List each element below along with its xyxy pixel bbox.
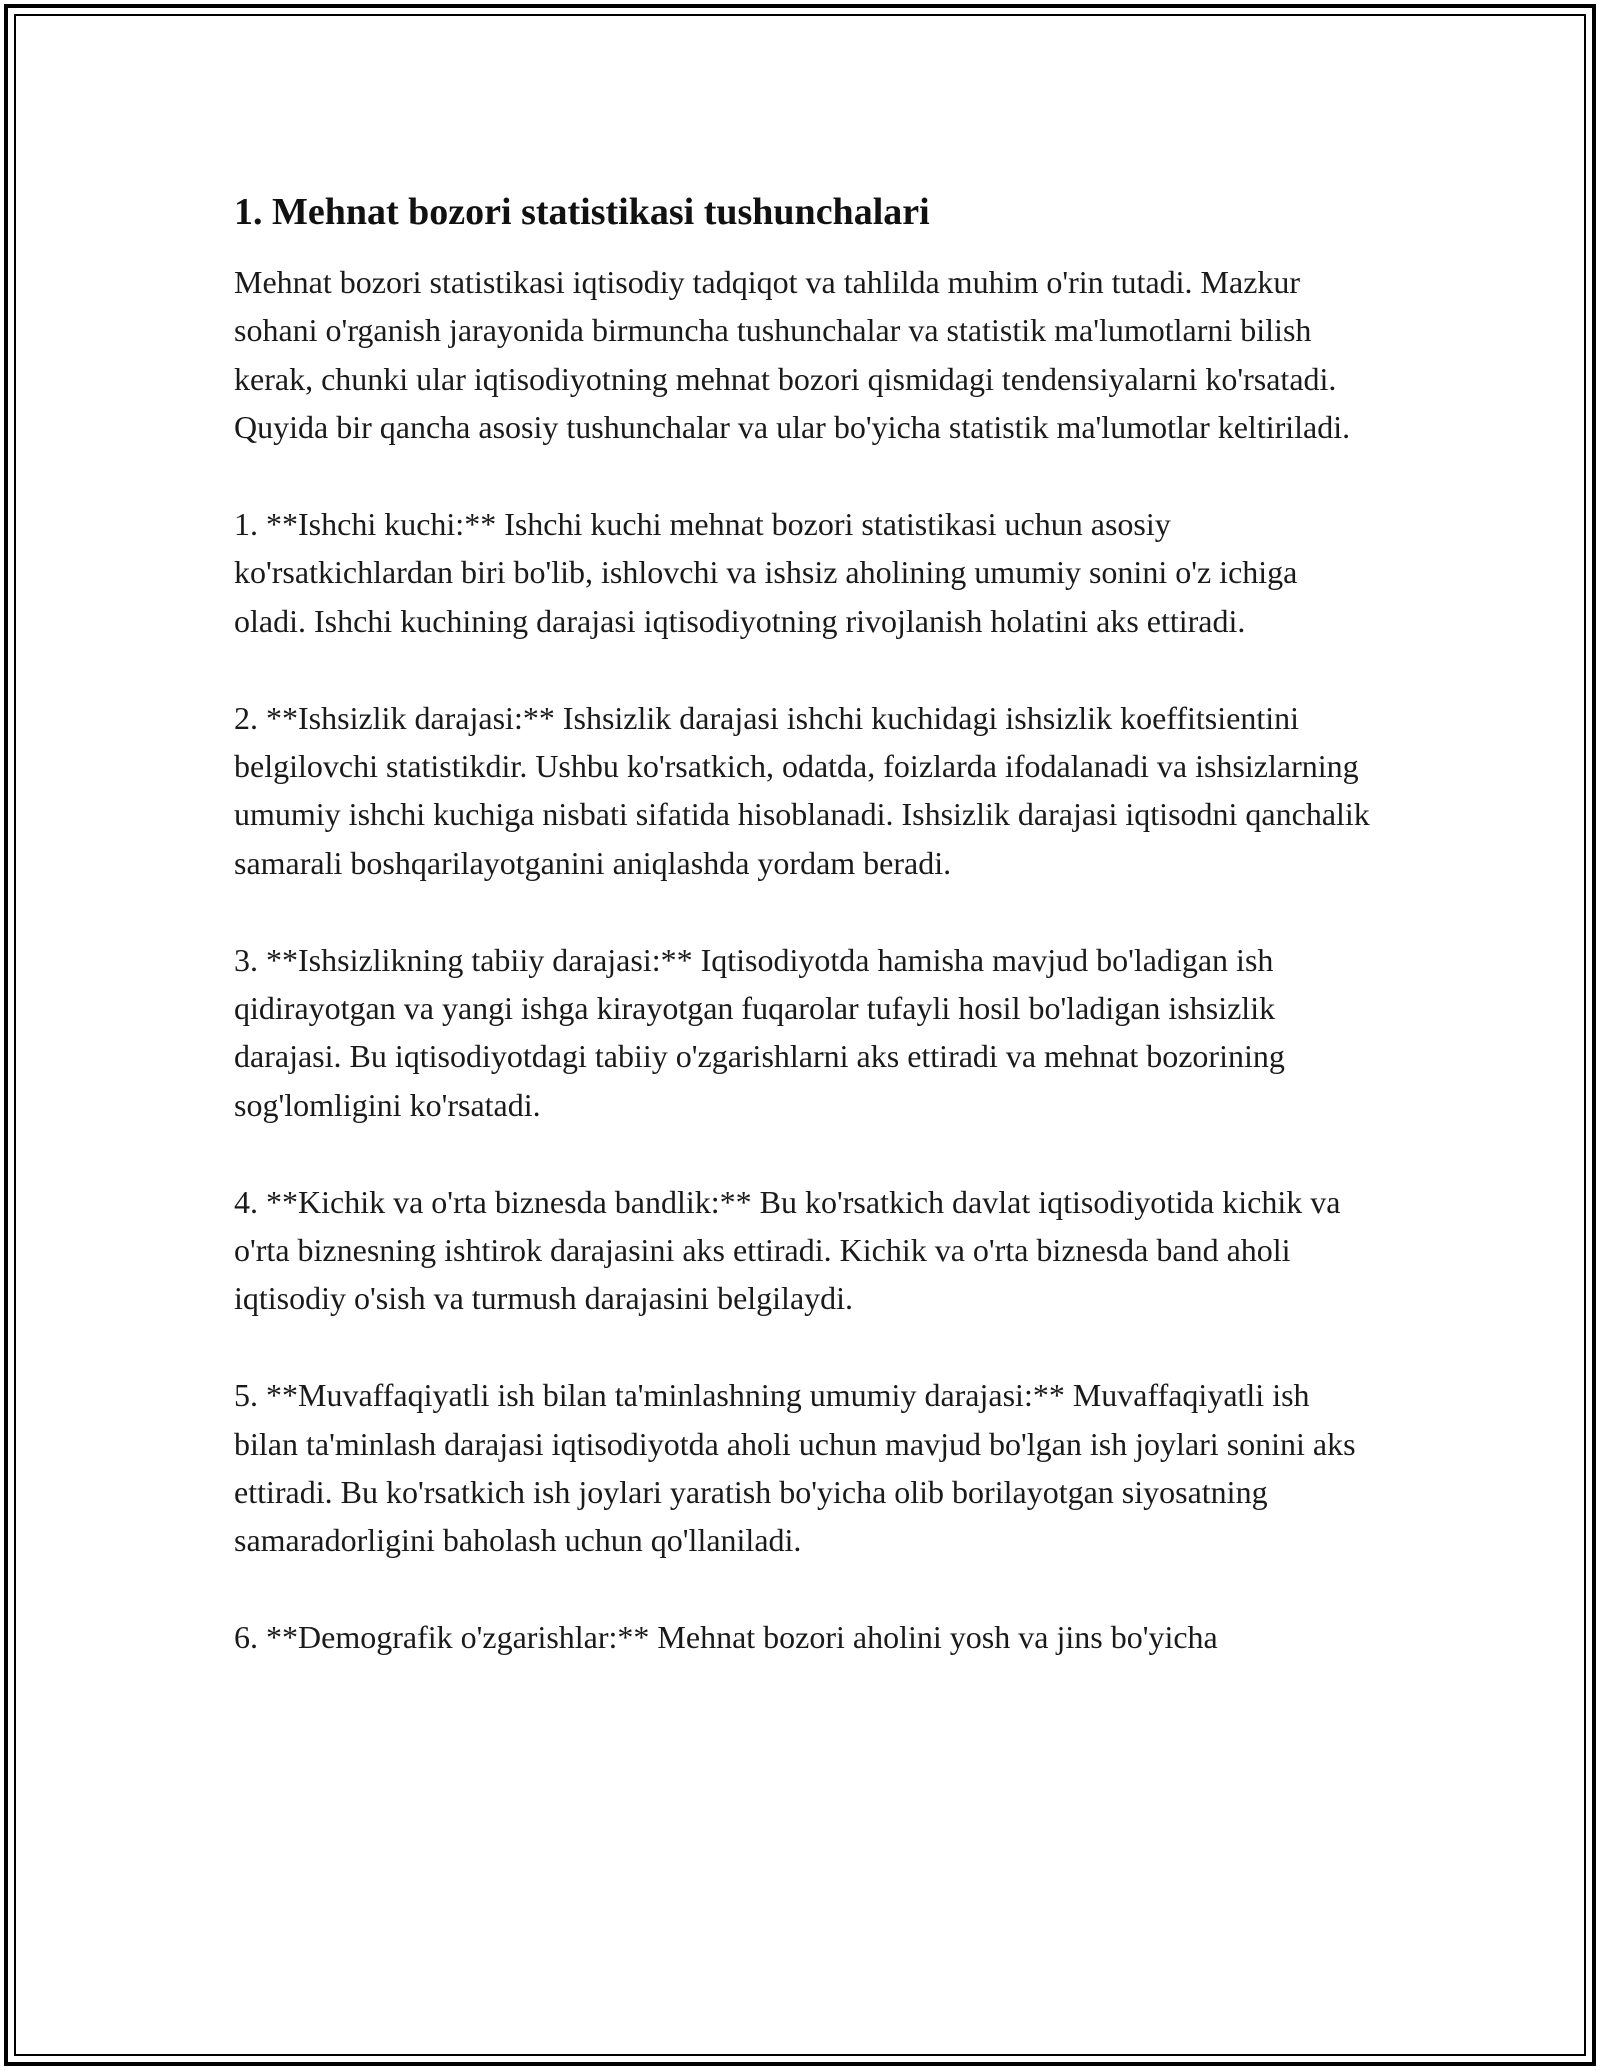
item-ishsizlik-darajasi: 2. **Ishsizlik darajasi:** Ishsizlik darajasi ishchi kuchidagi ishsizlik koeffitsientini belgilovchi statistikdir. Ushbu ko'rsatkich, odatda, foizlarda ifodalanadi va ishsizlarning umumiy ishchi kuchiga nisbati sifatida hisoblanadi. Ishsizlik darajasi iqtisodni qanchalik samarali boshqarilayotganini aniqlashda yordam beradi. <box>234 699 1370 881</box>
item-kichik-va-orta-biznes: 4. **Kichik va o'rta biznesda bandlik:** Bu ko'rsatkich davlat iqtisodiyotida kichik va o'rta biznesning ishtirok darajasini aks ettiradi. Kichik va o'rta biznesda band aholi iqtisodiy o'sish va turmush darajasini belgilaydi. <box>234 1183 1341 1317</box>
item-ishchi-kuchi: 1. **Ishchi kuchi:** Ishchi kuchi mehnat bozori statistikasi uchun asosiy ko'rsatkichlardan biri bo'lib, ishlovchi va ishsiz aholining umumiy sonini o'z ichiga oladi. Ishchi kuchining darajasi iqtisodiyotning rivojlanish holatini aks ettiradi. <box>234 506 1298 639</box>
item-ishsizlikning-tabiiy-darajasi: 3. **Ishsizlikning tabiiy darajasi:** Iqtisodiyotda hamisha mavjud bo'ladigan ish qidirayotgan va yangi ishga kirayotgan fuqarolar tufayli hosil bo'ladigan ishsizlik darajasi. Bu iqtisodiyotdagi tabiiy o'zgarishlarni aks ettiradi va mehnat bozorining sog'lomligini ko'rsatadi. <box>234 941 1285 1123</box>
intro-paragraph: Mehnat bozori statistikasi iqtisodiy tadqiqot va tahlilda muhim o'rin tutadi. Mazkur sohani o'rganish jarayonida birmuncha tushunchalar va statistik ma'lumotlarni bilish kerak, chunki ular iqtisodiyotning mehnat bozori qismidagi tendensiyalarni ko'rsatadi. Quyida bir qancha asosiy tushunchalar va ular bo'yicha statistik ma'lumotlar keltiriladi. <box>234 264 1351 446</box>
item-demografik-ozgarishlar: 6. **Demografik o'zgarishlar:** Mehnat bozori aholini yosh va jins bo'yicha <box>234 1619 1218 1656</box>
item-muvaffaqiyatli-ish: 5. **Muvaffaqiyatli ish bilan ta'minlashning umumiy darajasi:** Muvaffaqiyatli ish bilan ta'minlash darajasi iqtisodiyotda aholi uchun mavjud bo'lgan ish joylari sonini aks ettiradi. Bu ko'rsatkich ish joylari yaratish bo'yicha olib borilayotgan siyosatning samaradorligini baholash uchun qo'llaniladi. <box>234 1377 1356 1559</box>
document-title: 1. Mehnat bozori statistikasi tushunchalari <box>234 191 930 233</box>
document-body <box>234 188 1374 1710</box>
